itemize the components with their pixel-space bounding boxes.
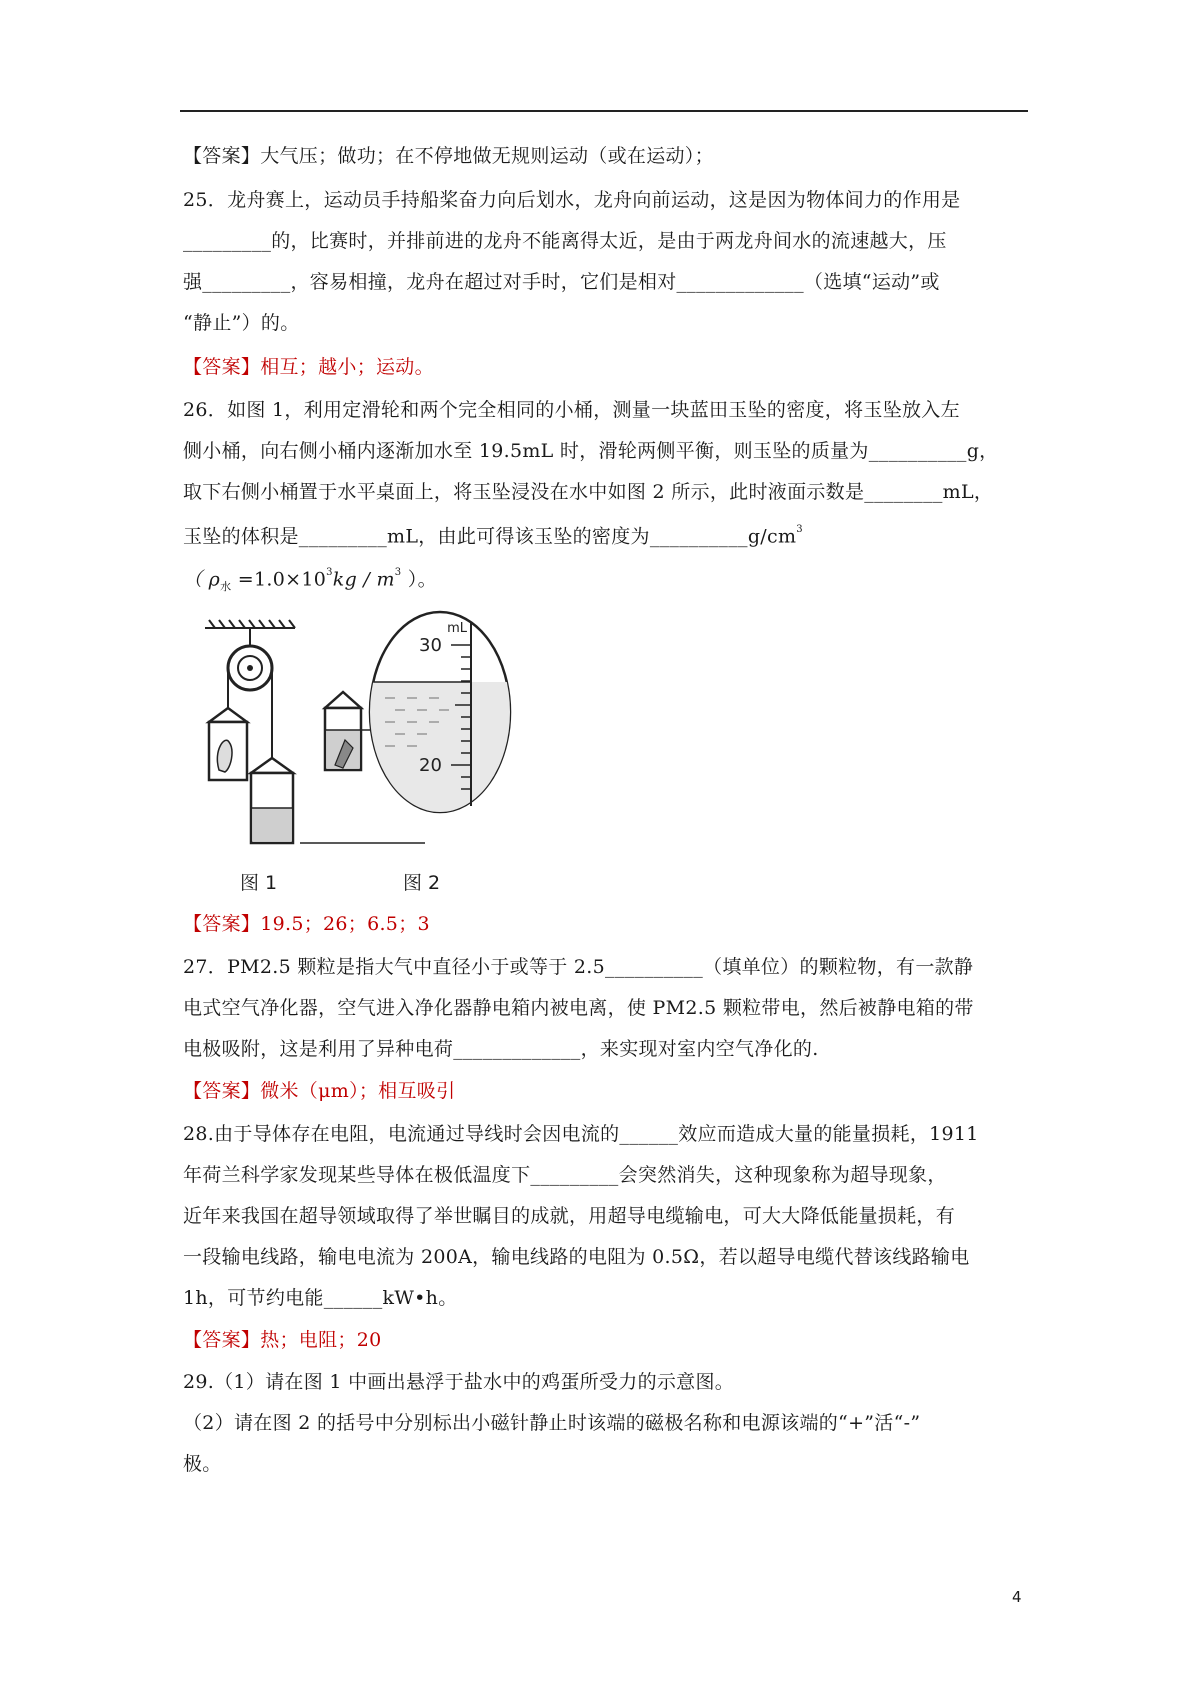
question-26-line-2: 侧小桶，向右侧小桶内逐渐加水至 19.5mL 时，滑轮两侧平衡，则玉坠的质量为__________g， [183,440,999,462]
scale-30-label: 30 [419,635,442,656]
question-29-line-3: 极。 [183,1453,222,1475]
formula-exp-2: 3 [394,567,402,578]
answer-28: 【答案】热；电阻；20 [183,1329,382,1351]
formula-exp-1: 3 [326,567,333,578]
water-density-formula [183,563,437,600]
cm3-superscript: 3 [796,524,803,535]
question-28-line-5: 1h，可节约电能______kW•h。 [183,1287,458,1309]
formula-unit: kg / m [332,568,395,591]
question-28-line-3: 近年来我国在超导领域取得了举世瞩目的成就，用超导电缆输电，可大大降低能量损耗，有 [183,1205,956,1227]
formula-rho: （ ρ [183,568,221,591]
question-28-line-1: 28.由于导体存在电阻，电流通过导线时会因电流的______效应而造成大量的能量损耗，1911 [183,1123,979,1145]
question-27-line-3: 电极吸附，这是利用了异种电荷_____________，来实现对室内空气净化的. [183,1038,819,1060]
question-26-line-4-text: 玉坠的体积是_________mL，由此可得该玉坠的密度为__________g/cm [183,525,797,548]
right-bucket [251,758,293,843]
pulley-cylinder-figure [195,610,655,860]
cylinder-bucket [325,692,361,770]
pulley [228,646,272,690]
answer-26: 【答案】19.5；26；6.5；3 [183,913,430,935]
question-26-line-3: 取下右侧小桶置于水平桌面上，将玉坠浸没在水中如图 2 所示，此时液面示数是________mL， [183,481,994,503]
left-bucket [209,708,247,780]
question-29-line-2: （2）请在图 2 的括号中分别标出小磁针静止时该端的磁极名称和电源该端的“+”活“-” [183,1412,921,1434]
question-29-line-1: 29.（1）请在图 1 中画出悬浮于盐水中的鸡蛋所受力的示意图。 [183,1371,735,1393]
question-25-line-2: _________的，比赛时，并排前进的龙舟不能离得太近，是由于两龙舟间水的流速越大，压 [183,230,947,252]
magnified-scale [370,612,510,822]
formula-value: =1.0×10 [231,568,327,591]
question-25-line-3: 强_________，容易相撞，龙舟在超过对手时，它们是相对_____________（选填“运动”或 [183,271,940,293]
figure-2-caption: 图 2 [403,872,441,894]
formula-end: ）。 [401,568,437,591]
question-27-line-2: 电式空气净化器，空气进入净化器静电箱内被电离，使 PM2.5 颗粒带电，然后被静电箱的带 [183,997,974,1019]
formula-subscript-water: 水 [220,580,232,594]
scale-20-label: 20 [419,755,442,776]
answer-27: 【答案】微米（μm）；相互吸引 [183,1080,456,1102]
question-25-line-4: “静止”）的。 [183,312,300,334]
question-26-line-1: 26．如图 1，利用定滑轮和两个完全相同的小桶，测量一块蓝田玉坠的密度，将玉坠放入左 [183,399,960,421]
question-28-line-4: 一段输电线路，输电电流为 200A，输电线路的电阻为 0.5Ω，若以超导电缆代替该线路输电 [183,1246,970,1268]
answer-25: 【答案】相互；越小；运动。 [183,356,434,378]
question-26-line-4 [183,520,803,549]
scale-unit-label: mL [447,621,467,636]
figure-1-caption: 图 1 [240,872,278,894]
question-25-line-1: 25．龙舟赛上，运动员手持船桨奋力向后划水，龙舟向前运动，这是因为物体间力的作用是 [183,189,961,211]
header-rule [180,110,1028,112]
page-number: 4 [1012,1588,1022,1606]
question-27-line-1: 27．PM2.5 颗粒是指大气中直径小于或等于 2.5__________（填单位）的颗粒物，有一款静 [183,956,974,978]
question-28-line-2: 年荷兰科学家发现某些导体在极低温度下_________会突然消失，这种现象称为超导现象， [183,1164,947,1186]
answer-24: 【答案】大气压；做功；在不停地做无规则运动（或在运动）； [183,145,714,167]
